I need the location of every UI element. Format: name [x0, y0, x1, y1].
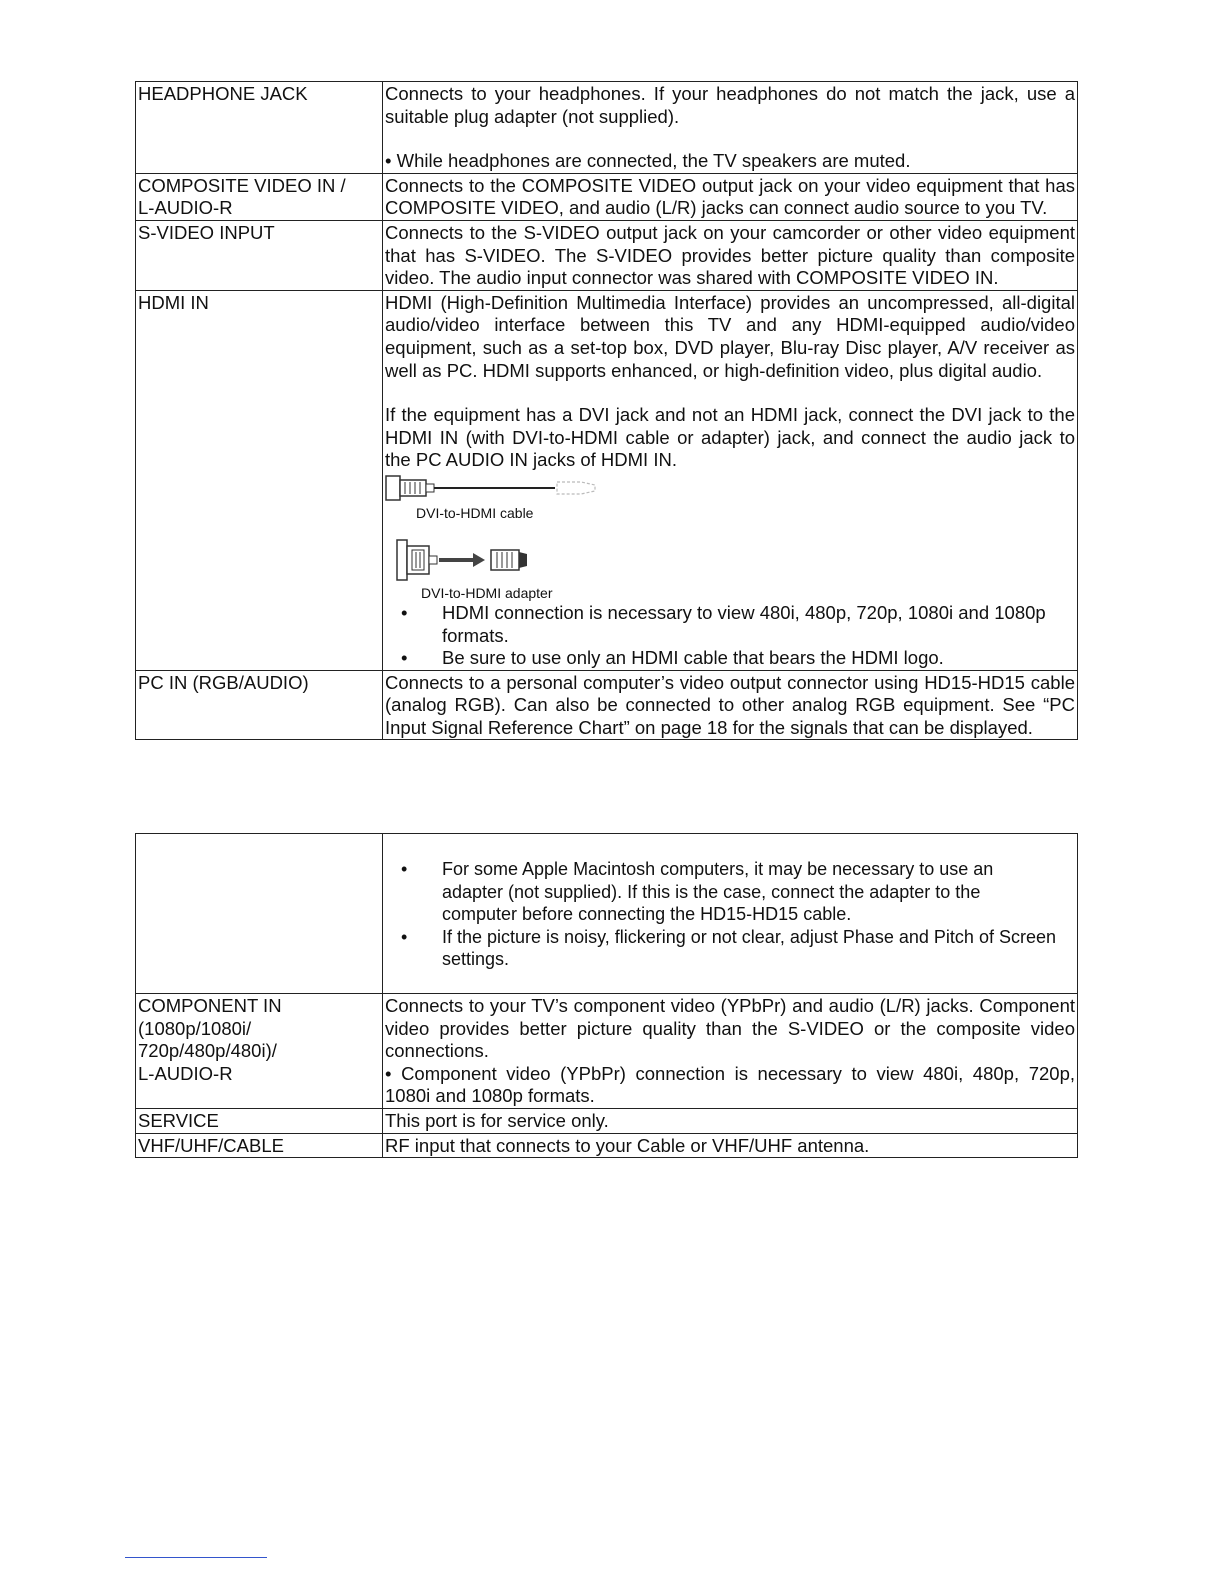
dvi-hdmi-adapter-icon	[395, 538, 545, 582]
row-label-svideo: S-VIDEO INPUT	[136, 220, 383, 290]
paragraph: • While headphones are connected, the TV speakers are muted.	[385, 150, 911, 172]
row-label-hdmi: HDMI IN	[136, 290, 383, 670]
table-row	[136, 670, 1078, 740]
table-row	[136, 173, 1078, 220]
bullet: •	[401, 859, 408, 879]
bullet: •	[401, 601, 408, 623]
connector-table-top	[135, 81, 1078, 740]
list-item	[385, 926, 1075, 971]
table-row	[136, 994, 1078, 1109]
dvi-hdmi-adapter-figure	[385, 538, 1075, 602]
row-desc-pc-notes	[383, 834, 1078, 994]
connector-table-bottom	[135, 833, 1078, 1158]
row-desc-vhf: RF input that connects to your Cable or VHF/UHF antenna.	[383, 1133, 1078, 1158]
paragraph: Connects to your TV’s component video (YPbPr) and audio (L/R) jacks. Component video provides better picture quality than the S-VIDEO or the composite video connections.	[385, 995, 1075, 1062]
dvi-hdmi-cable-icon	[385, 472, 625, 504]
row-label-service: SERVICE	[136, 1108, 383, 1133]
label-line: L-AUDIO-R	[138, 197, 233, 219]
adapter-caption: DVI-to-HDMI adapter	[421, 584, 553, 601]
row-desc-composite: Connects to the COMPOSITE VIDEO output jack on your video equipment that has COMPOSITE VIDEO, and audio (L/R) jacks can connect audio source to you TV.	[383, 173, 1078, 220]
row-desc-hdmi	[383, 290, 1078, 670]
bullet: •	[401, 926, 408, 947]
table-row	[136, 1133, 1078, 1158]
cable-caption: DVI-to-HDMI cable	[416, 504, 534, 521]
row-desc-pc: Connects to a personal computer’s video output connector using HD15-HD15 cable (analog RGB). Can also be connected to other analog RGB equipment. See “PC Input Signal Reference Chart” on page 18 for the signals that can be displayed.	[383, 670, 1078, 740]
label-line: COMPONENT IN	[138, 995, 282, 1016]
paragraph: • Component video (YPbPr) connection is necessary to view 480i, 480p, 720p, 1080i and 1080p formats.	[385, 1062, 1075, 1107]
table-row	[136, 220, 1078, 290]
bullet-text: Be sure to use only an HDMI cable that bears the HDMI logo.	[442, 647, 944, 669]
paragraph: If the equipment has a DVI jack and not an HDMI jack, connect the DVI jack to the HDMI IN (with DVI-to-HDMI cable or adapter) jack, and connect the audio jack to the PC AUDIO IN jacks of HDMI IN.	[385, 404, 1075, 471]
table-row	[136, 1108, 1078, 1133]
table-row	[136, 290, 1078, 670]
bullet-text: If the picture is noisy, flickering or not clear, adjust Phase and Pitch of Screen settings.	[442, 926, 1056, 969]
label-line: L-AUDIO-R	[138, 1062, 233, 1084]
paragraph: Connects to your headphones. If your headphones do not match the jack, use a suitable plug adapter (not supplied).	[385, 83, 1075, 127]
bullet-text: HDMI connection is necessary to view 480i, 480p, 720p, 1080i and 1080p formats.	[442, 601, 1046, 646]
row-label-vhf: VHF/UHF/CABLE	[136, 1133, 383, 1158]
table-row	[136, 82, 1078, 174]
label-line: COMPOSITE VIDEO IN /	[138, 174, 346, 196]
row-label-headphone: HEADPHONE JACK	[136, 82, 383, 174]
dvi-hdmi-cable-figure	[385, 472, 1075, 524]
row-desc-service: This port is for service only.	[383, 1108, 1078, 1133]
row-desc-component	[383, 994, 1078, 1109]
label-line: (1080p/1080i/	[138, 1017, 252, 1039]
bullet-text: For some Apple Macintosh computers, it may be necessary to use an adapter (not supplied). If this is the case, connect the adapter to the computer before connecting the HD15-HD15 cable.	[442, 859, 994, 924]
row-label-component	[136, 994, 383, 1109]
label-line: 720p/480p/480i)/	[138, 1040, 277, 1062]
bullet: •	[401, 647, 408, 669]
list-item	[385, 858, 1075, 926]
row-desc-svideo: Connects to the S-VIDEO output jack on your camcorder or other video equipment that has S-VIDEO. The S-VIDEO provides better picture quality than composite video. The audio input connector was shared with COMPOSITE VIDEO IN.	[383, 220, 1078, 290]
table-row	[136, 834, 1078, 994]
paragraph: HDMI (High-Definition Multimedia Interface) provides an uncompressed, all-digital audio/video interface between this TV and any HDMI-equipped audio/video equipment, such as a set-top box, DVD player, Blu-ray Disc player, A/V receiver as well as PC. HDMI supports enhanced, or high-definition video, plus digital audio.	[385, 291, 1075, 381]
list-item	[385, 647, 1075, 670]
list-item	[385, 602, 1075, 647]
row-label-composite	[136, 173, 383, 220]
footnote-rule	[125, 1557, 267, 1558]
row-label-pc: PC IN (RGB/AUDIO)	[136, 670, 383, 740]
row-label-empty	[136, 834, 383, 994]
row-desc-headphone	[383, 82, 1078, 174]
